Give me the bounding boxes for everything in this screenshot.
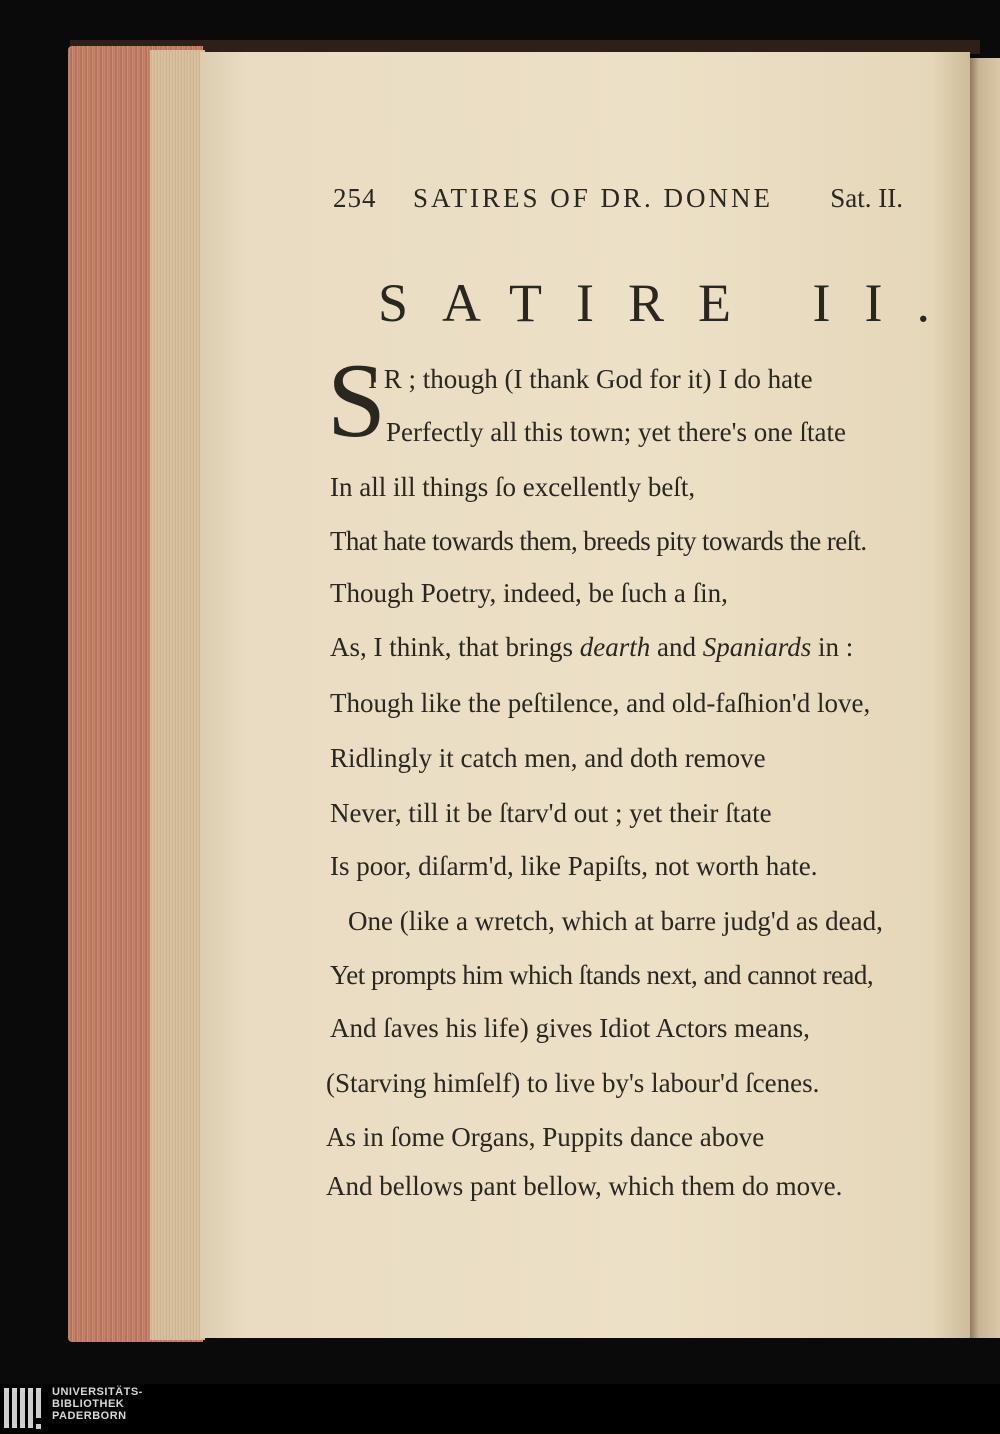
poem-line: And ſaves his life) gives Idiot Actors means, — [330, 1013, 810, 1043]
library-logo-line: UNIVERSITÄTS- — [52, 1386, 143, 1398]
drop-cap: S — [327, 342, 386, 459]
library-footer — [0, 1384, 1000, 1434]
poem-line: Yet prompts him which ſtands next, and cannot read, — [330, 960, 874, 990]
poem-line: And bellows pant bellow, which them do move. — [326, 1171, 843, 1201]
poem-line: Never, till it be ſtarv'd out ; yet their ſtate — [330, 798, 772, 828]
running-title: SATIRES OF DR. DONNE — [413, 183, 774, 213]
poem-line: Ridlingly it catch men, and doth remove — [330, 743, 766, 773]
section-label: Sat. II. — [830, 183, 903, 213]
facing-page-edge — [970, 58, 1000, 1338]
poem-line: Is poor, diſarm'd, like Papiſts, not worth hate. — [330, 851, 818, 881]
library-logo-line: BIBLIOTHEK — [52, 1398, 125, 1410]
page-stack-edge — [150, 50, 205, 1340]
poem-line — [330, 634, 853, 661]
poem-line: As in ſome Organs, Puppits dance above — [326, 1122, 765, 1152]
library-logo-text — [52, 1386, 143, 1422]
poem-line-part: As, I think, that brings — [330, 632, 580, 662]
poem-line: Though Poetry, indeed, be ſuch a ſin, — [330, 578, 728, 608]
page-number: 254 — [333, 183, 377, 213]
poem-line-italic: dearth — [579, 632, 651, 662]
poem-line-part: in : — [811, 632, 854, 662]
poem-line-part: and — [650, 632, 703, 662]
poem-line: In all ill things ſo excellently beſt, — [330, 472, 696, 502]
poem-line: One (like a wretch, which at barre judg'd as dead, — [348, 906, 883, 936]
poem-line: (Starving himſelf) to live by's labour'd ſcenes. — [326, 1068, 820, 1098]
library-logo-line: PADERBORN — [52, 1410, 127, 1422]
poem-line: Though like the peſtilence, and old-faſhion'd love, — [330, 688, 871, 718]
poem-line: Perfectly all this town; yet there's one ſtate — [386, 417, 846, 447]
poem-line: That hate towards them, breeds pity towards the reſt. — [330, 526, 867, 556]
poem-line: I R ; though (I thank God for it) I do hate — [368, 364, 813, 394]
poem-line-italic: Spaniards — [702, 632, 812, 662]
poem-title: SATIRE II. — [378, 273, 964, 333]
